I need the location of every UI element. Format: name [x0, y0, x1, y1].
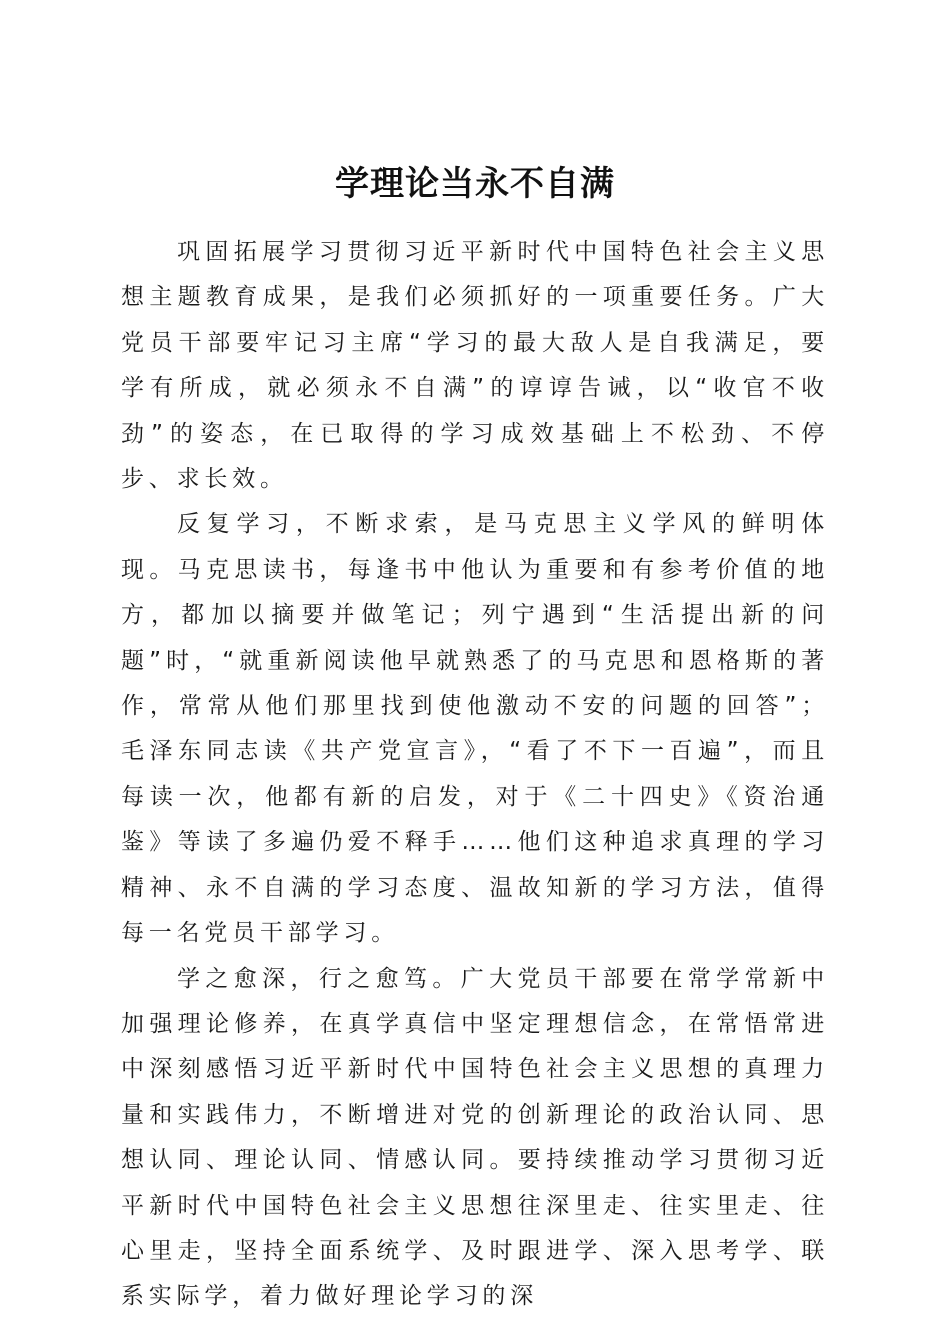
- paragraph-1: 巩固拓展学习贯彻习近平新时代中国特色社会主义思想主题教育成果，是我们必须抓好的一项重要任务。广大党员干部要牢记习主席“学习的最大敌人是自我满足，要学有所成，就必须永不自满”的谆谆告诫，以“收官不收劲”的姿态，在已取得的学习成效基础上不松劲、不停步、求长效。: [121, 239, 829, 493]
- paragraph-3: 学之愈深，行之愈笃。广大党员干部要在常学常新中加强理论修养，在真学真信中坚定理想信念，在常悟常进中深刻感悟习近平新时代中国特色社会主义思想的真理力量和实践伟力，不断增进对党的创新理论的政治认同、思想认同、理论认同、情感认同。要持续推动学习贯彻习近平新时代中国特色社会主义思想往深里走、往实里走、往心里走，坚持全面系统学、及时跟进学、深入思考学、联系实际学，着力做好理论学习的深: [121, 965, 829, 1310]
- article-body: [121, 230, 829, 1320]
- paragraph-2: 反复学习，不断求索，是马克思主义学风的鲜明体现。马克思读书，每逢书中他认为重要和有参考价值的地方，都加以摘要并做笔记；列宁遇到“生活提出新的问题”时，“就重新阅读他早就熟悉了的马克思和恩格斯的著作，常常从他们那里找到使他激动不安的问题的回答”；毛泽东同志读《共产党宣言》，“看了不下一百遍”，而且每读一次，他都有新的启发，对于《二十四史》《资治通鉴》等读了多遍仍爱不释手……他们这种追求真理的学习精神、永不自满的学习态度、温故知新的学习方法，值得每一名党员干部学习。: [121, 511, 829, 947]
- page-title: 学理论当永不自满: [335, 163, 615, 204]
